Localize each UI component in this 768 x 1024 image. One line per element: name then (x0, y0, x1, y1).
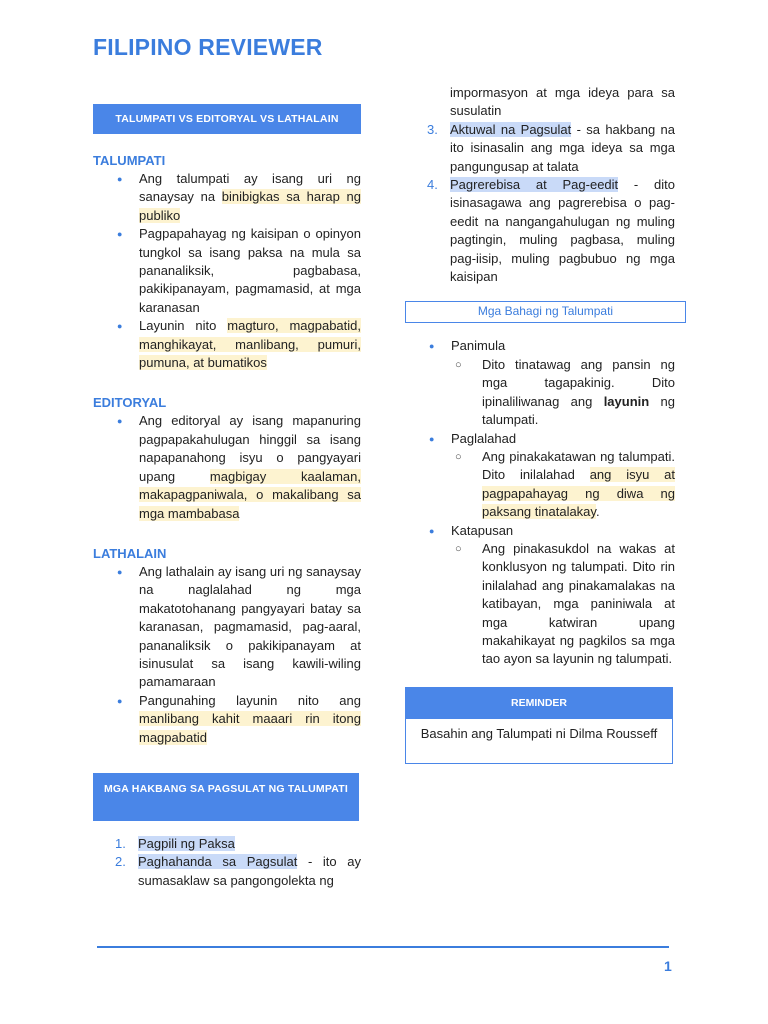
bahagi-paglalahad: ● Paglalahad (429, 430, 675, 448)
highlight: Paghahanda sa Pagsulat (138, 854, 298, 870)
highlight: magbigay kaalaman, makapagpaniwala, o makalibang sa mga mambabasa (139, 468, 361, 521)
list-item: ● Ang editoryal ay isang mapanuring pagpapakahulugan hinggil sa isang napapanahong isyu o pangyayari upang magbigay kaalaman, makapagpaniwala, o makalibang sa mga mambabasa (117, 412, 361, 522)
heading-talumpati: TALUMPATI (93, 153, 166, 168)
footer-divider (97, 946, 669, 948)
highlight: magturo, magpabatid, manghikayat, manlibang, pumuri, pumuna, at bumatikos (139, 318, 361, 371)
step-continuation: impormasyon at mga ideya para sa susulatin (450, 85, 675, 119)
bahagi-panimula: ● Panimula (429, 337, 675, 355)
section-banner-comparison: TALUMPATI VS EDITORYAL VS LATHALAIN (93, 104, 361, 134)
right-column (405, 84, 675, 764)
katapusan-sublist (455, 540, 675, 669)
bahagi-katapusan: ● Katapusan (429, 522, 675, 540)
list-item: ● Layunin nito magturo, magpabatid, manghikayat, manlibang, pumuri, pumuna, at bumatikos (117, 317, 361, 372)
list-item: ● Pagpapahayag ng kaisipan o opinyon tungkol sa isang paksa na mula sa pananaliksik, pagbabasa, pakikipanayam, pagmamasid, at mga karanasan (117, 225, 361, 317)
talumpati-list (117, 170, 361, 372)
step-item: 2. Paghahanda sa Pagsulat - ito ay sumasaklaw sa pangongolekta ng (115, 854, 361, 888)
list-item: ● Pangunahing layunin nito ang manlibang kahit maaari rin itong magpabatid (117, 692, 361, 747)
editoryal-list (117, 412, 361, 522)
section-banner-steps: MGA HAKBANG SA PAGSULAT NG TALUMPATI (93, 773, 359, 821)
reminder-body: Basahin ang Talumpati ni Dilma Rousseff (405, 719, 673, 764)
page-number: 1 (664, 958, 672, 974)
step-item: 4. Pagrerebisa at Pag-eedit - dito isinasagawa ang pagrerebisa o pag-eedit na nangangahulugan ng muling pagtingin, muling pagbasa, muling pag-iisip, muling pagbubuo ng mga kaisipan (427, 177, 676, 285)
heading-editoryal: EDITORYAL (93, 395, 167, 411)
page-title: FILIPINO REVIEWER (93, 34, 323, 60)
lathalain-list (117, 563, 361, 747)
step-item: 1. Pagpili ng Paksa (115, 835, 235, 851)
paglalahad-sublist (455, 448, 675, 522)
list-item: ○ Ang pinakakatawan ng talumpati. Dito inilalahad ang isyu at pagpapahayag ng diwa ng paksang tinatalakay. (455, 448, 675, 522)
reminder-heading: REMINDER (405, 687, 673, 719)
highlight: ang isyu at pagpapahayag ng diwa ng paksang tinatalakay (482, 467, 675, 520)
list-item: ○ Ang pinakasukdol na wakas at konklusyon ng talumpati. Dito rin inilalahad ang pinakamalakas na katibayan, mga paniniwala at mga katwiran upang makahikayat ng pagkilos sa mga tao ayon sa layunin ng talumpati. (455, 540, 675, 669)
reminder-box (405, 687, 673, 764)
highlight: binibigkas sa harap ng publiko (139, 189, 362, 223)
step-item: 3. Aktuwal na Pagsulat - sa hakbang na ito isinasalin ang mga ideya sa mga pangungusap at talata (427, 121, 675, 174)
highlight: Aktuwal na Pagsulat (450, 121, 572, 137)
bahagi-list (429, 337, 675, 355)
list-item: ● Ang lathalain ay isang uri ng sanaysay na naglalahad ng mga makatotohanang pangyayari batay sa karanasan, pagmamasid, pag-aaral, pananaliksik o pakikipanayam at isinusulat sa isang kawili-wiling pamamaraan (117, 563, 361, 692)
steps-list-right (427, 84, 675, 286)
panimula-sublist (455, 356, 675, 430)
left-column (93, 104, 361, 890)
bahagi-heading: Mga Bahagi ng Talumpati (405, 301, 686, 323)
list-item: ○ Dito tinatawag ang pansin ng mga tagapakinig. Dito ipinaliliwanag ang layunin ng talumpati. (455, 356, 675, 430)
steps-list-left (115, 835, 361, 890)
highlight: Pagrerebisa at Pag-eedit (450, 177, 619, 193)
highlight: Pagpili ng Paksa (138, 835, 235, 851)
bahagi-list-3 (429, 522, 675, 540)
list-item: ● Ang talumpati ay isang uri ng sanaysay na binibigkas sa harap ng publiko (117, 170, 361, 225)
highlight: manlibang kahit maaari rin itong magpabatid (139, 711, 361, 745)
bahagi-list-2 (429, 430, 675, 448)
heading-lathalain: LATHALAIN (93, 545, 167, 561)
